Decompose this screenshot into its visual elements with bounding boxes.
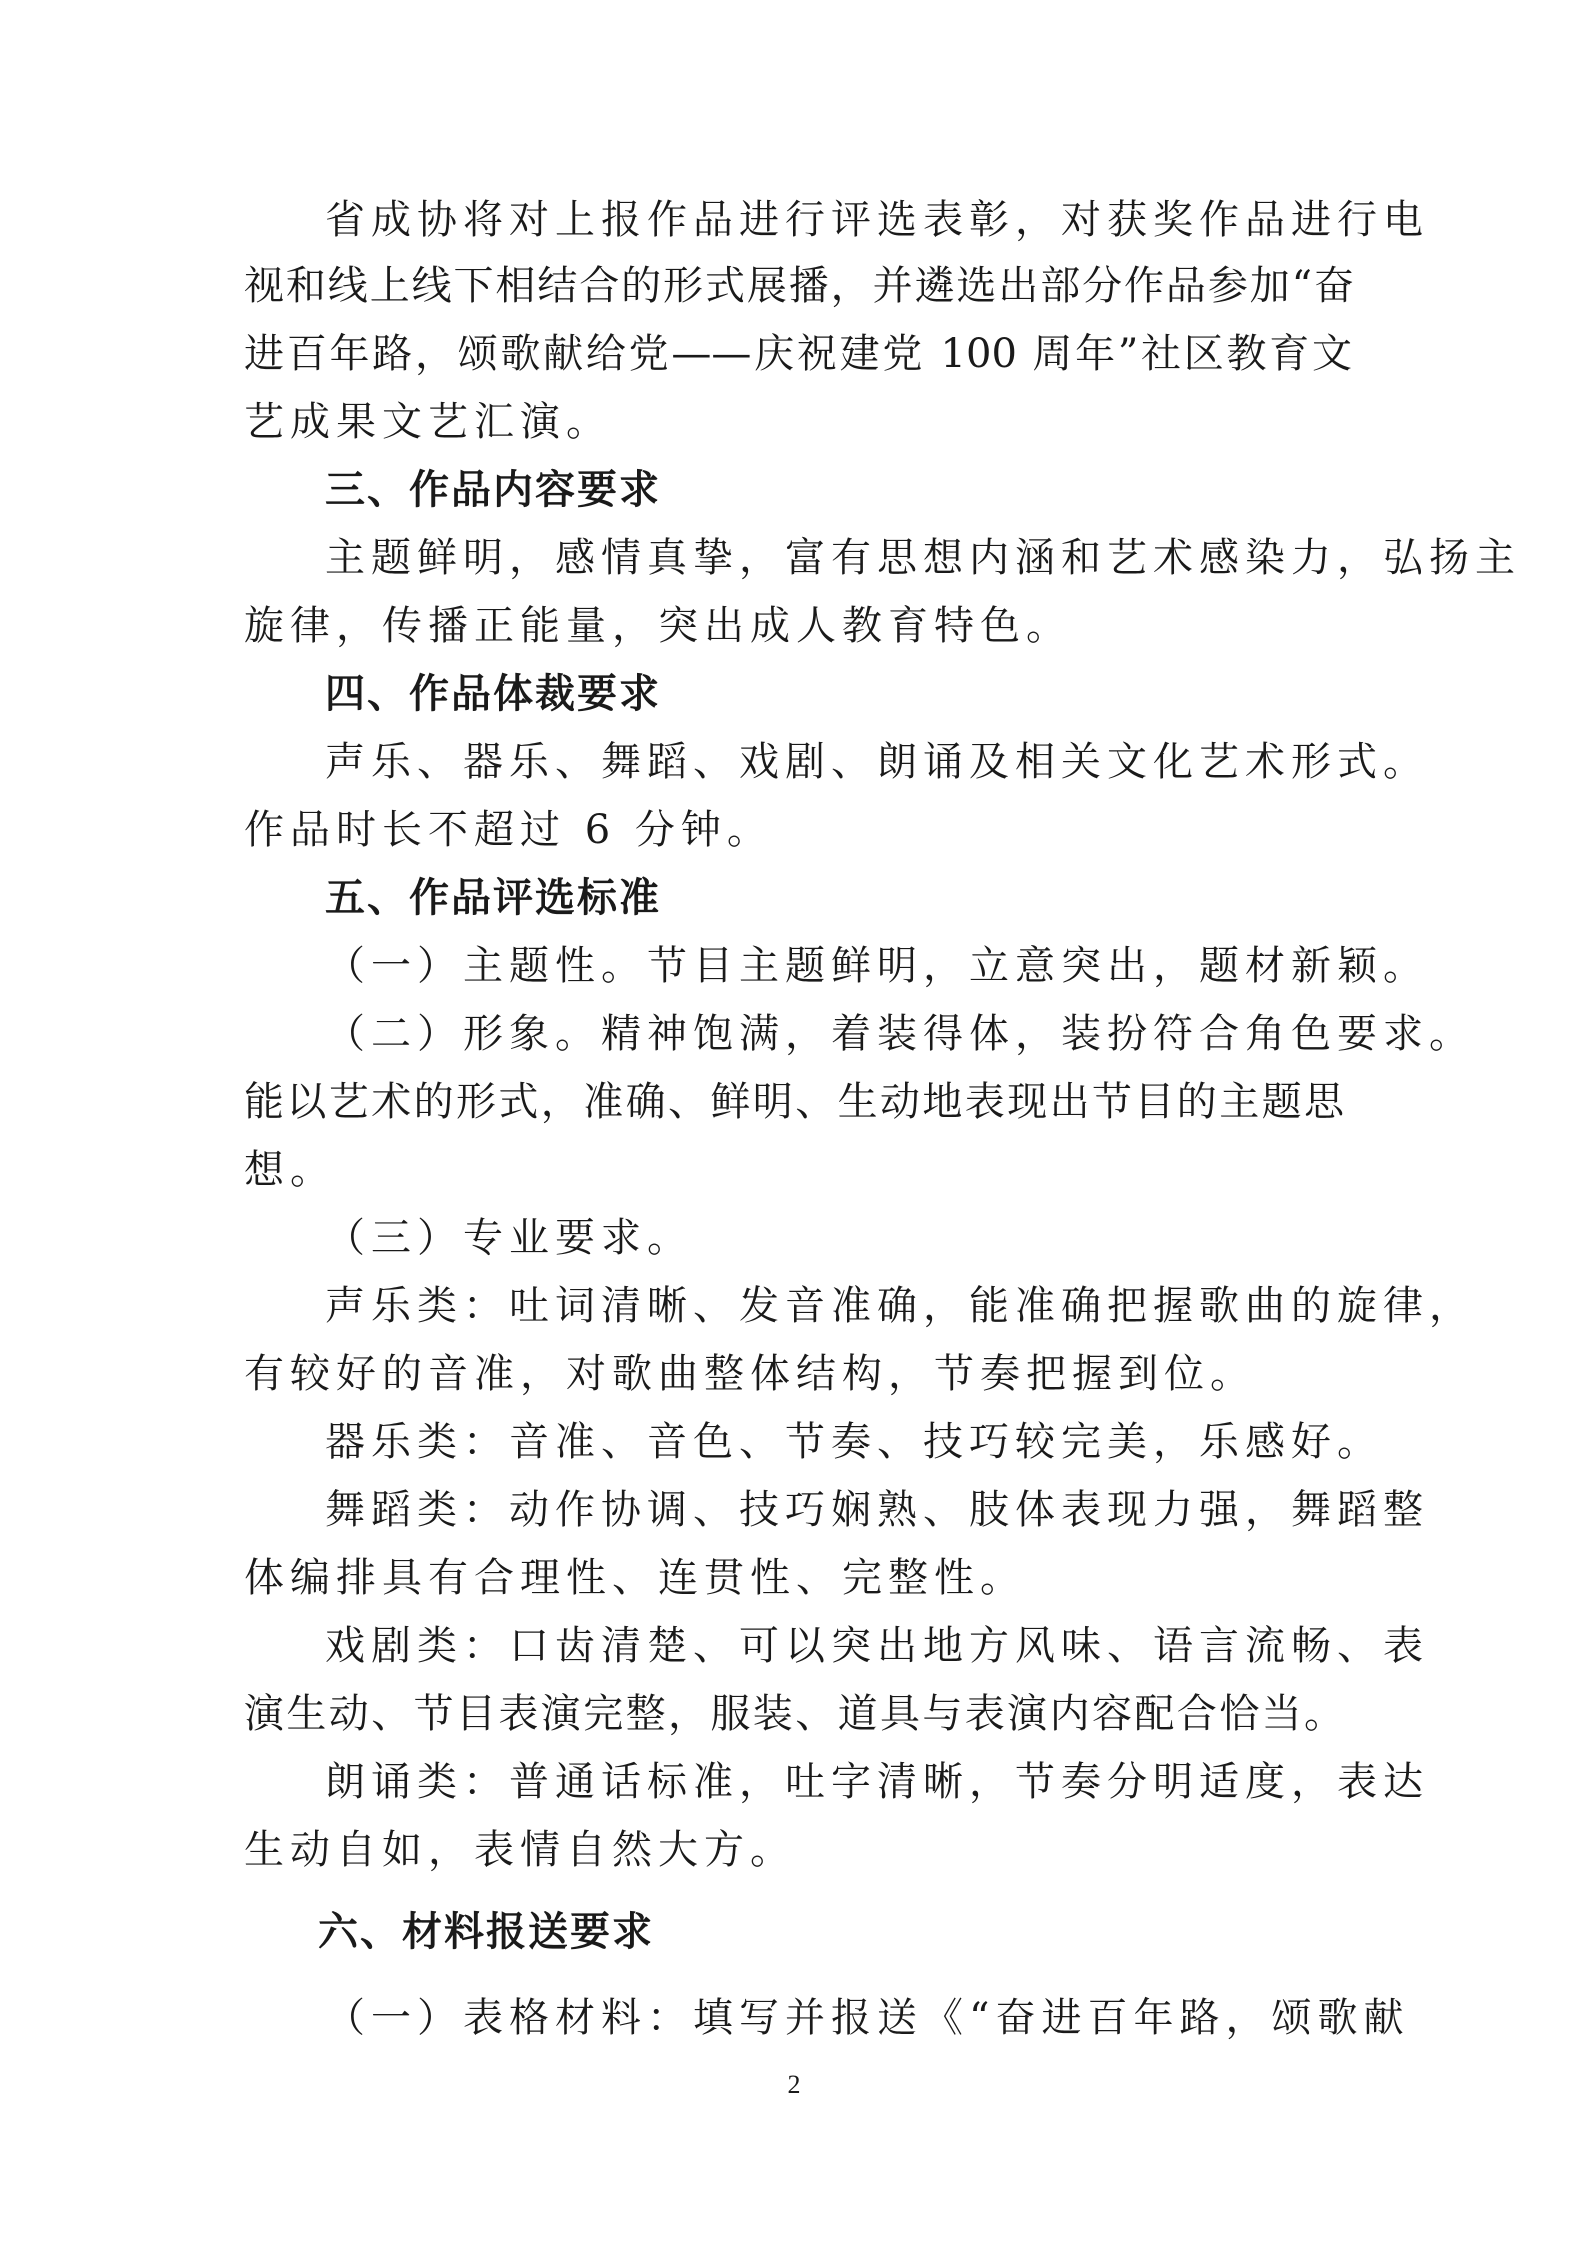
body-line: 旋律，传播正能量，突出成人教育特色。 [244, 603, 1072, 649]
body-line: 朗诵类：普通话标准，吐字清晰，节奏分明适度，表达 [325, 1759, 1429, 1805]
body-line: 想。 [244, 1147, 336, 1193]
body-line: 器乐类：音准、音色、节奏、技巧较完美，乐感好。 [325, 1419, 1383, 1465]
body-line: 舞蹈类：动作协调、技巧娴熟、肢体表现力强，舞蹈整 [325, 1487, 1429, 1533]
body-line: 进百年路，颂歌献给党——庆祝建党 100 周年”社区教育文 [244, 331, 1352, 377]
body-line: （二）形象。精神饱满，着装得体，装扮符合角色要求。 [325, 1011, 1475, 1057]
body-line: 声乐、器乐、舞蹈、戏剧、朗诵及相关文化艺术形式。 [325, 739, 1429, 785]
body-line: 视和线上线下相结合的形式展播，并遴选出部分作品参加“奋 [244, 263, 1354, 309]
body-line: 省成协将对上报作品进行评选表彰，对获奖作品进行电 [325, 197, 1429, 243]
section-heading: 三、作品内容要求 [325, 467, 661, 513]
body-line: （一）表格材料：填写并报送《“奋进百年路，颂歌献 [325, 1995, 1410, 2041]
section-heading: 四、作品体裁要求 [325, 671, 661, 717]
page-number: 2 [787, 2070, 801, 2099]
section-heading: 六、材料报送要求 [318, 1909, 654, 1955]
body-line: 体编排具有合理性、连贯性、完整性。 [244, 1555, 1026, 1601]
body-line: 声乐类：吐词清晰、发音准确，能准确把握歌曲的旋律， [325, 1283, 1475, 1329]
body-line: （三）专业要求。 [325, 1215, 693, 1261]
body-line: 作品时长不超过 6 分钟。 [244, 807, 773, 853]
body-line: 有较好的音准，对歌曲整体结构，节奏把握到位。 [244, 1351, 1256, 1397]
body-line: 能以艺术的形式，准确、鲜明、生动地表现出节目的主题思 [244, 1079, 1344, 1125]
body-line: 生动自如，表情自然大方。 [244, 1827, 796, 1873]
body-line: 戏剧类：口齿清楚、可以突出地方风味、语言流畅、表 [325, 1623, 1429, 1669]
body-line: 艺成果文艺汇演。 [244, 399, 612, 445]
body-line: 演生动、节目表演完整，服装、道具与表演内容配合恰当。 [244, 1691, 1344, 1737]
body-line: 主题鲜明，感情真挚，富有思想内涵和艺术感染力，弘扬主 [325, 535, 1521, 581]
section-heading: 五、作品评选标准 [325, 875, 661, 921]
body-line: （一）主题性。节目主题鲜明，立意突出，题材新颖。 [325, 943, 1429, 989]
